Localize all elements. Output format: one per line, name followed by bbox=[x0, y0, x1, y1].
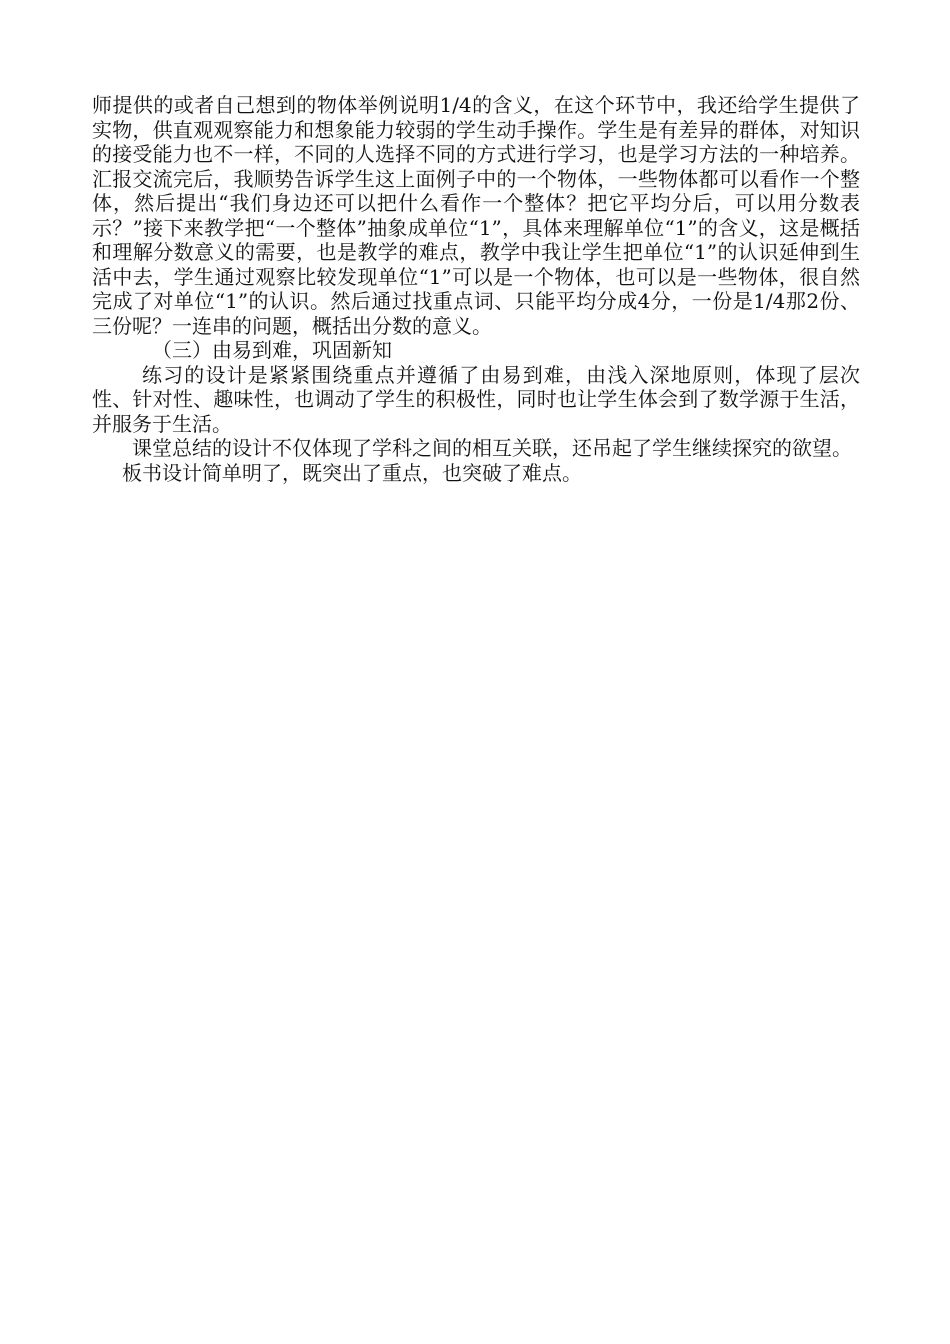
paragraph-practice-design: 练习的设计是紧紧围绕重点并遵循了由易到难，由浅入深地原则，体现了层次性、针对性、趣味性，也调动了学生的积极性，同时也让学生体会到了数学源于生活，并服务于生活。 bbox=[92, 362, 860, 436]
document-body bbox=[92, 93, 860, 485]
paragraph-class-summary: 课堂总结的设计不仅体现了学科之间的相互关联，还吊起了学生继续探究的欲望。 bbox=[132, 436, 852, 460]
paragraph-blackboard-design: 板书设计简单明了，既突出了重点，也突破了难点。 bbox=[122, 460, 582, 485]
section-heading: （三）由易到难，巩固新知 bbox=[152, 338, 392, 362]
paragraph-continuation: 师提供的或者自己想到的物体举例说明1/4的含义，在这个环节中，我还给学生提供了实物，供直观观察能力和想象能力较弱的学生动手操作。学生是有差异的群体，对知识的接受能力也不一样，不同的人选择不同的方式进行学习，也是学习方法的一种培养。汇报交流完后，我顺势告诉学生这上面例子中的一个物体，一些物体都可以看作一个整体，然后提出“我们身边还可以把什么看作一个整体？把它平均分后，可以用分数表示？”接下来教学把“一个整体”抽象成单位“1”，具体来理解单位“1”的含义，这是概括和理解分数意义的需要，也是教学的难点，教学中我让学生把单位“1”的认识延伸到生活中去，学生通过观察比较发现单位“1”可以是一个物体，也可以是一些物体，很自然完成了对单位“1”的认识。然后通过找重点词、只能平均分成4分，一份是1/4那2份、三份呢？一连串的问题，概括出分数的意义。 bbox=[92, 93, 860, 338]
